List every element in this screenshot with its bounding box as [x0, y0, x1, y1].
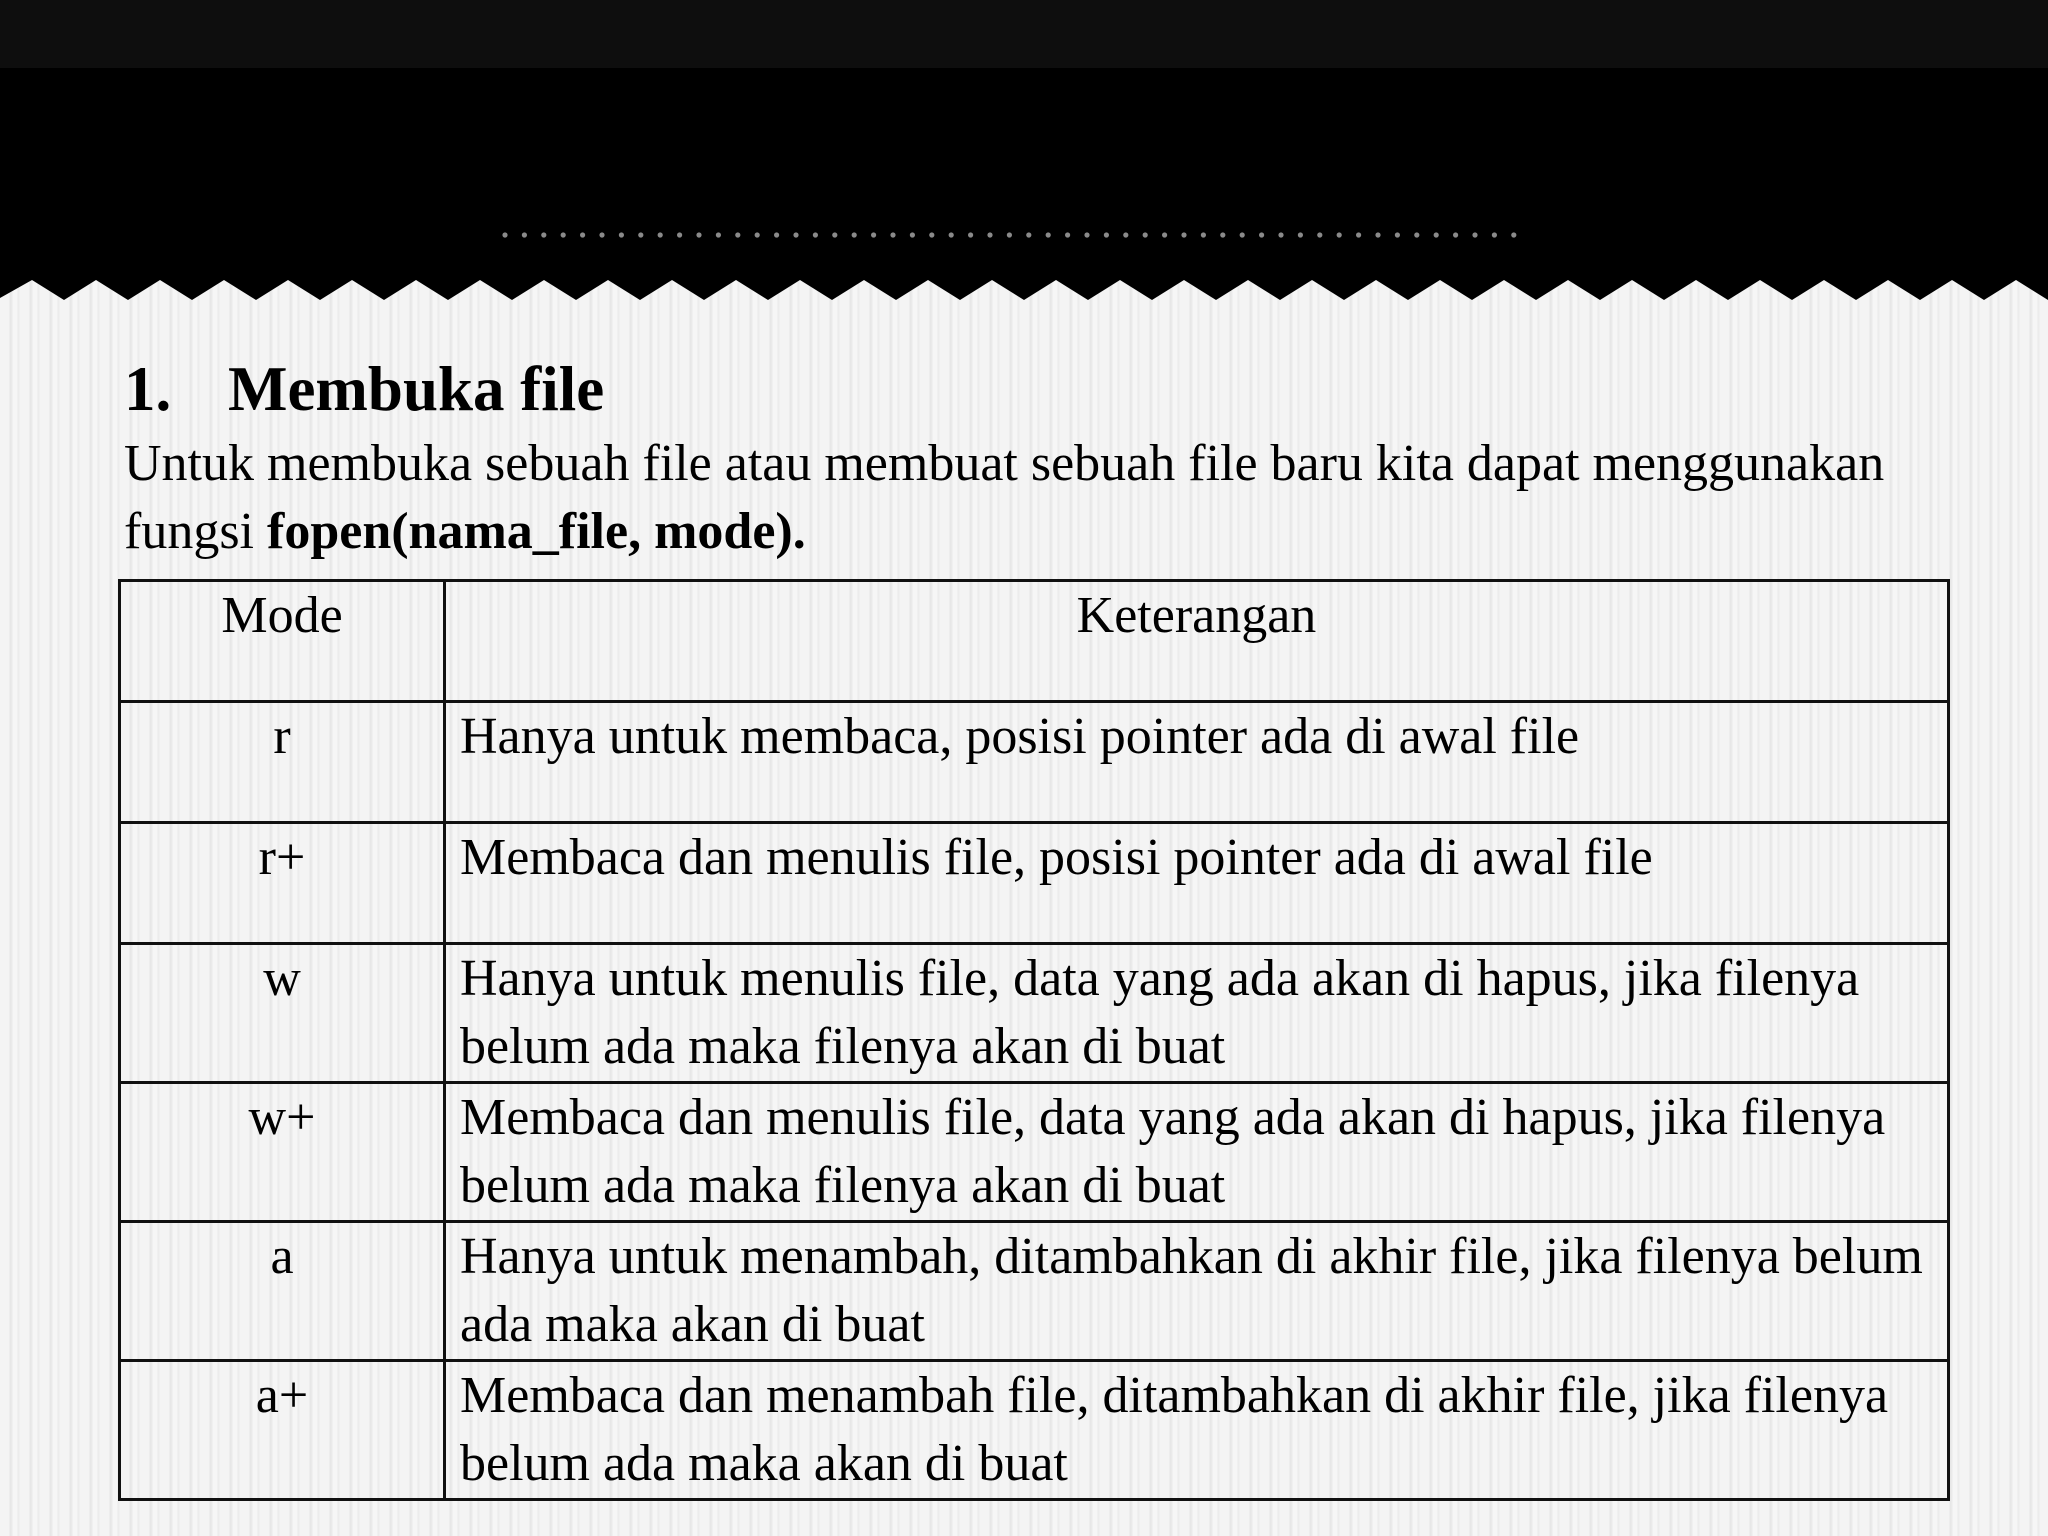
header-dot: [1511, 232, 1516, 237]
header-dot: [1434, 232, 1439, 237]
header-dot: [871, 232, 876, 237]
header-dot: [677, 232, 682, 237]
header-dot: [987, 232, 992, 237]
header-dot: [1046, 232, 1051, 237]
header-dot: [1162, 232, 1167, 237]
header-dot: [1084, 232, 1089, 237]
section-heading: [124, 350, 604, 428]
description-cell: Hanya untuk membaca, posisi pointer ada di awal file: [445, 702, 1949, 823]
header-dot: [1453, 232, 1458, 237]
header-dot: [832, 232, 837, 237]
table-row: [120, 823, 1949, 944]
header-top-strip: [0, 0, 2048, 70]
table-row: [120, 1083, 1949, 1222]
header-dot: [1240, 232, 1245, 237]
header-dot: [1317, 232, 1322, 237]
table-header-row: [120, 581, 1949, 702]
header-dot: [793, 232, 798, 237]
header-dot: [968, 232, 973, 237]
mode-cell: r: [120, 702, 445, 823]
header-black-band: [0, 68, 2048, 280]
header-dot: [1472, 232, 1477, 237]
header-dot: [599, 232, 604, 237]
description-cell: Hanya untuk menambah, ditambahkan di akhir file, jika filenya belum ada maka akan di buat: [445, 1222, 1949, 1361]
intro-text: Untuk membuka sebuah file atau membuat sebuah file baru kita dapat menggunakan fungsi: [124, 435, 1885, 560]
mode-cell: r+: [120, 823, 445, 944]
section-number: 1.: [124, 354, 172, 424]
header-dot: [1143, 232, 1148, 237]
table-row: [120, 944, 1949, 1083]
header-dot: [502, 232, 507, 237]
column-header-mode: Mode: [120, 581, 445, 702]
header-dot: [1492, 232, 1497, 237]
mode-cell: w: [120, 944, 445, 1083]
header-dot: [774, 232, 779, 237]
header-dot: [1104, 232, 1109, 237]
header-dot: [1026, 232, 1031, 237]
header-dot: [1356, 232, 1361, 237]
header-dot: [1337, 232, 1342, 237]
header-dot: [1065, 232, 1070, 237]
header-dot: [735, 232, 740, 237]
description-cell: Membaca dan menambah file, ditambahkan di akhir file, jika filenya belum ada maka akan di buat: [445, 1361, 1949, 1500]
header-dot: [949, 232, 954, 237]
header-dot: [1259, 232, 1264, 237]
header-dot: [1201, 232, 1206, 237]
description-cell: Membaca dan menulis file, data yang ada akan di hapus, jika filenya belum ada maka filenya akan di buat: [445, 1083, 1949, 1222]
header-dot: [1298, 232, 1303, 237]
header-dot: [1375, 232, 1380, 237]
header-dot: [852, 232, 857, 237]
header-dot: [1278, 232, 1283, 237]
section-title: Membuka file: [228, 354, 605, 424]
header-dot: [541, 232, 546, 237]
header-dot: [1007, 232, 1012, 237]
header-band: [0, 0, 2048, 320]
description-cell: Membaca dan menulis file, posisi pointer ada di awal file: [445, 823, 1949, 944]
header-dot: [522, 232, 527, 237]
header-dot: [696, 232, 701, 237]
intro-paragraph: [124, 430, 1984, 566]
header-dot: [619, 232, 624, 237]
header-dot: [929, 232, 934, 237]
file-mode-table: [118, 579, 1950, 1501]
header-dot: [755, 232, 760, 237]
table-row: [120, 1361, 1949, 1500]
column-header-description: Keterangan: [445, 581, 1949, 702]
header-dot: [638, 232, 643, 237]
header-dot: [716, 232, 721, 237]
table-row: [120, 1222, 1949, 1361]
function-signature: fopen(nama_file, mode).: [267, 503, 806, 560]
header-dot: [1220, 232, 1225, 237]
header-dot: [658, 232, 663, 237]
header-dot: [890, 232, 895, 237]
header-dot: [1181, 232, 1186, 237]
header-dot: [1414, 232, 1419, 237]
header-zigzag-edge: [0, 280, 2048, 300]
header-dot: [813, 232, 818, 237]
header-dot: [1123, 232, 1128, 237]
description-cell: Hanya untuk menulis file, data yang ada akan di hapus, jika filenya belum ada maka filenya akan di buat: [445, 944, 1949, 1083]
header-dot: [561, 232, 566, 237]
table-row: [120, 702, 1949, 823]
mode-cell: w+: [120, 1083, 445, 1222]
header-dot: [910, 232, 915, 237]
header-dot: [1395, 232, 1400, 237]
mode-cell: a+: [120, 1361, 445, 1500]
header-dot: [580, 232, 585, 237]
mode-cell: a: [120, 1222, 445, 1361]
